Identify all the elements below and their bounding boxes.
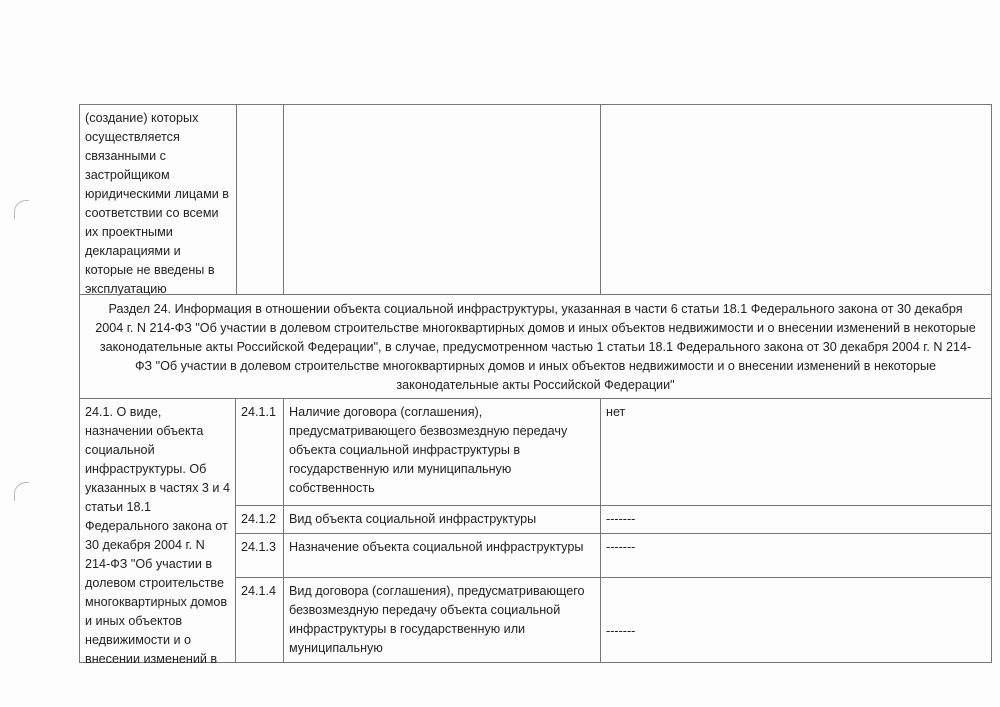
section-header: Раздел 24. Информация в отношении объекта социальной инфраструктуры, указанная в части 6 статьи 18.1 Федерального закона от 30 декабря 2004 г. N 214-ФЗ "Об участии в долевом строительстве многоквартирных домов и иных объектов недвижимости и о внесении изменений в некоторые законодательные акты Российской Федерации", в случае, предусмотренном частью 1 статьи 18.1 Федерального закона от 30 декабря 2004 г. N 214-ФЗ "Об участии в долевом строительстве многоквартирных домов и иных объектов недвижимости и о внесении изменений в некоторые законодательные акты Российской Федерации"	[79, 294, 992, 399]
binder-hole-mark	[14, 482, 29, 501]
row-value: -------	[600, 533, 992, 578]
row-number: 24.1.1	[235, 398, 284, 506]
row-field: Вид договора (соглашения), предусматривающего безвозмездную передачу объекта социальной инфраструктуры в государственную или муниципальную	[283, 577, 601, 663]
row-field: Назначение объекта социальной инфраструктуры	[283, 533, 601, 578]
empty-number-cell	[236, 104, 284, 295]
group-label-cell: 24.1. О виде, назначении объекта социальной инфраструктуры. Об указанных в частях 3 и 4 статьи 18.1 Федерального закона от 30 декабря 2004 г. N 214-ФЗ "Об участии в долевом строительстве многоквартирных домов и иных объектов недвижимости и о внесении изменений в	[79, 398, 236, 663]
continued-label-cell: (создание) которых осуществляется связанными с застройщиком юридическими лицами в соответствии со всеми их проектными декларациями и которые не введены в эксплуатацию	[79, 104, 237, 295]
row-number: 24.1.3	[235, 533, 284, 578]
row-value: -------	[600, 505, 992, 534]
row-number: 24.1.2	[235, 505, 284, 534]
binder-hole-mark	[14, 200, 29, 219]
row-field: Вид объекта социальной инфраструктуры	[283, 505, 601, 534]
row-number: 24.1.4	[235, 577, 284, 663]
empty-field-cell	[283, 104, 601, 295]
row-value: нет	[600, 398, 992, 506]
row-field: Наличие договора (соглашения), предусматривающего безвозмездную передачу объекта социальной инфраструктуры в государственную или муниципальную собственность	[283, 398, 601, 506]
row-value: -------	[600, 577, 992, 663]
empty-value-cell	[600, 104, 992, 295]
